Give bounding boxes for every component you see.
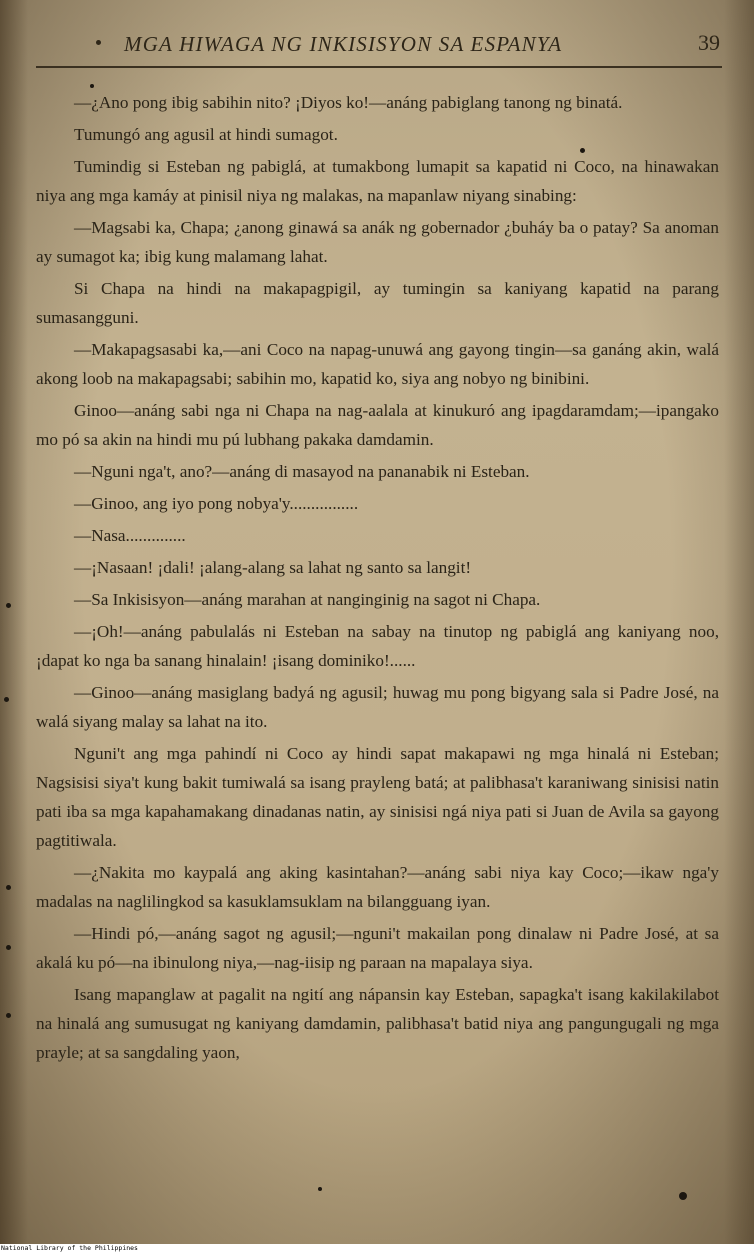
paragraph: Tumungó ang agusil at hindi sumagot. [74,125,338,144]
page-edge-shadow [724,0,754,1244]
paragraph: —¡Nasaan! ¡dali! ¡alang-alang sa lahat ng santo sa langit! [74,558,472,577]
header-bullet-icon [96,40,101,45]
paragraph: —Makapagsasabi ka,—ani Coco na napag-unuwá ang gayong tingin—sa ganáng akin, walá akong loob na makapagsabi; sabihin mo, kapatid ko, siya ang nobyo ng binibini. [36,340,719,388]
paragraph: —Sa Inkisisyon—anáng marahan at nanginginig na sagot ni Chapa. [74,590,541,609]
running-title: MGA HIWAGA NG INKISISYON SA ESPANYA [124,32,563,56]
paragraph: —¿Ano pong ibig sabihin nito? ¡Diyos ko!—anáng pabiglang tanong ng binatá. [74,93,623,112]
ink-spot [318,1187,322,1191]
header-rule [36,66,722,68]
body-text [36,88,719,1070]
spine-shadow [0,0,28,1244]
ink-spot [90,84,94,88]
paragraph: Nguni't ang mga pahindí ni Coco ay hindi sapat makapawi ng mga hinalá ni Esteban; Nagsisisi siya't kung bakit tumiwalá sa isang prayleng batá; at palibhasa't karaniwang sinisisi natin pati iba sa mga kapahamakang dinadanas natin, ay sinisisi ngá niya pati si Juan de Avila sa gayong pagtitiwala. [36,744,719,850]
paragraph: —Nasa.............. [74,526,186,545]
paragraph: —Magsabi ka, Chapa; ¿anong ginawá sa anák ng gobernador ¿buháy ba o patay? Sa anoman ay sumagot ka; ibig kung malamang lahat. [36,218,719,266]
ink-spot [6,1013,11,1018]
page-header [36,30,720,68]
paragraph: —Ginoo, ang iyo pong nobya'y................ [74,494,359,513]
paragraph: —Nguni nga't, ano?—anáng di masayod na pananabik ni Esteban. [74,462,530,481]
paragraph: Tumindig si Esteban ng pabiglá, at tumakbong lumapit sa kapatid ni Coco, na hinawakan niya ang mga kamáy at pinisil niya ng malakas, na mapanlaw niyang sinabing: [36,157,719,205]
page-number: 39 [698,30,720,55]
paragraph: —¿Nakita mo kaypalá ang aking kasintahan?—anáng sabi niya kay Coco;—ikaw nga'y madalas na naglilingkod sa kasuklamsuklam na bilangguang iyan. [36,863,719,911]
paragraph: —¡Oh!—anáng pabulalás ni Esteban na sabay na tinutop ng pabiglá ang kaniyang noo, ¡dapat ko nga ba sanang hinalain! ¡isang dominiko!...... [36,622,719,670]
paragraph: —Hindi pó,—anáng sagot ng agusil;—nguni't makailan pong dinalaw ni Padre José, at sa akalá ku pó—na ibinulong niya,—nag-iisip ng paraan na mapalaya siya. [36,924,719,972]
paragraph: Si Chapa na hindi na makapagpigil, ay tumingin sa kaniyang kapatid na parang sumasangguni. [36,279,719,327]
ink-spot [6,945,11,950]
paragraph: —Ginoo—anáng masiglang badyá ng agusil; huwag mu pong bigyang sala si Padre José, na walá siyang malay sa lahat na ito. [36,683,719,731]
paragraph: Isang mapanglaw at pagalit na ngití ang nápansin kay Esteban, sapagka't isang kakilakilabot na hinalá ang sumusugat ng kaniyang damdamin, palibhasa't batid niya ang pangungugali ng mga prayle; at sa sangdaling yaon, [36,985,719,1062]
ink-spot [679,1192,687,1200]
ink-spot [4,697,9,702]
paragraph: Ginoo—anáng sabi nga ni Chapa na nag-aalala at kinukuró ang ipagdaramdam;—ipangako mo pó sa akin na hindi mu pú lubhang pakaka damdamin. [36,401,719,449]
ink-spot [6,603,11,608]
ink-spot [6,885,11,890]
library-credit: National Library of the Philippines [0,1244,754,1253]
ink-spot [580,148,585,153]
